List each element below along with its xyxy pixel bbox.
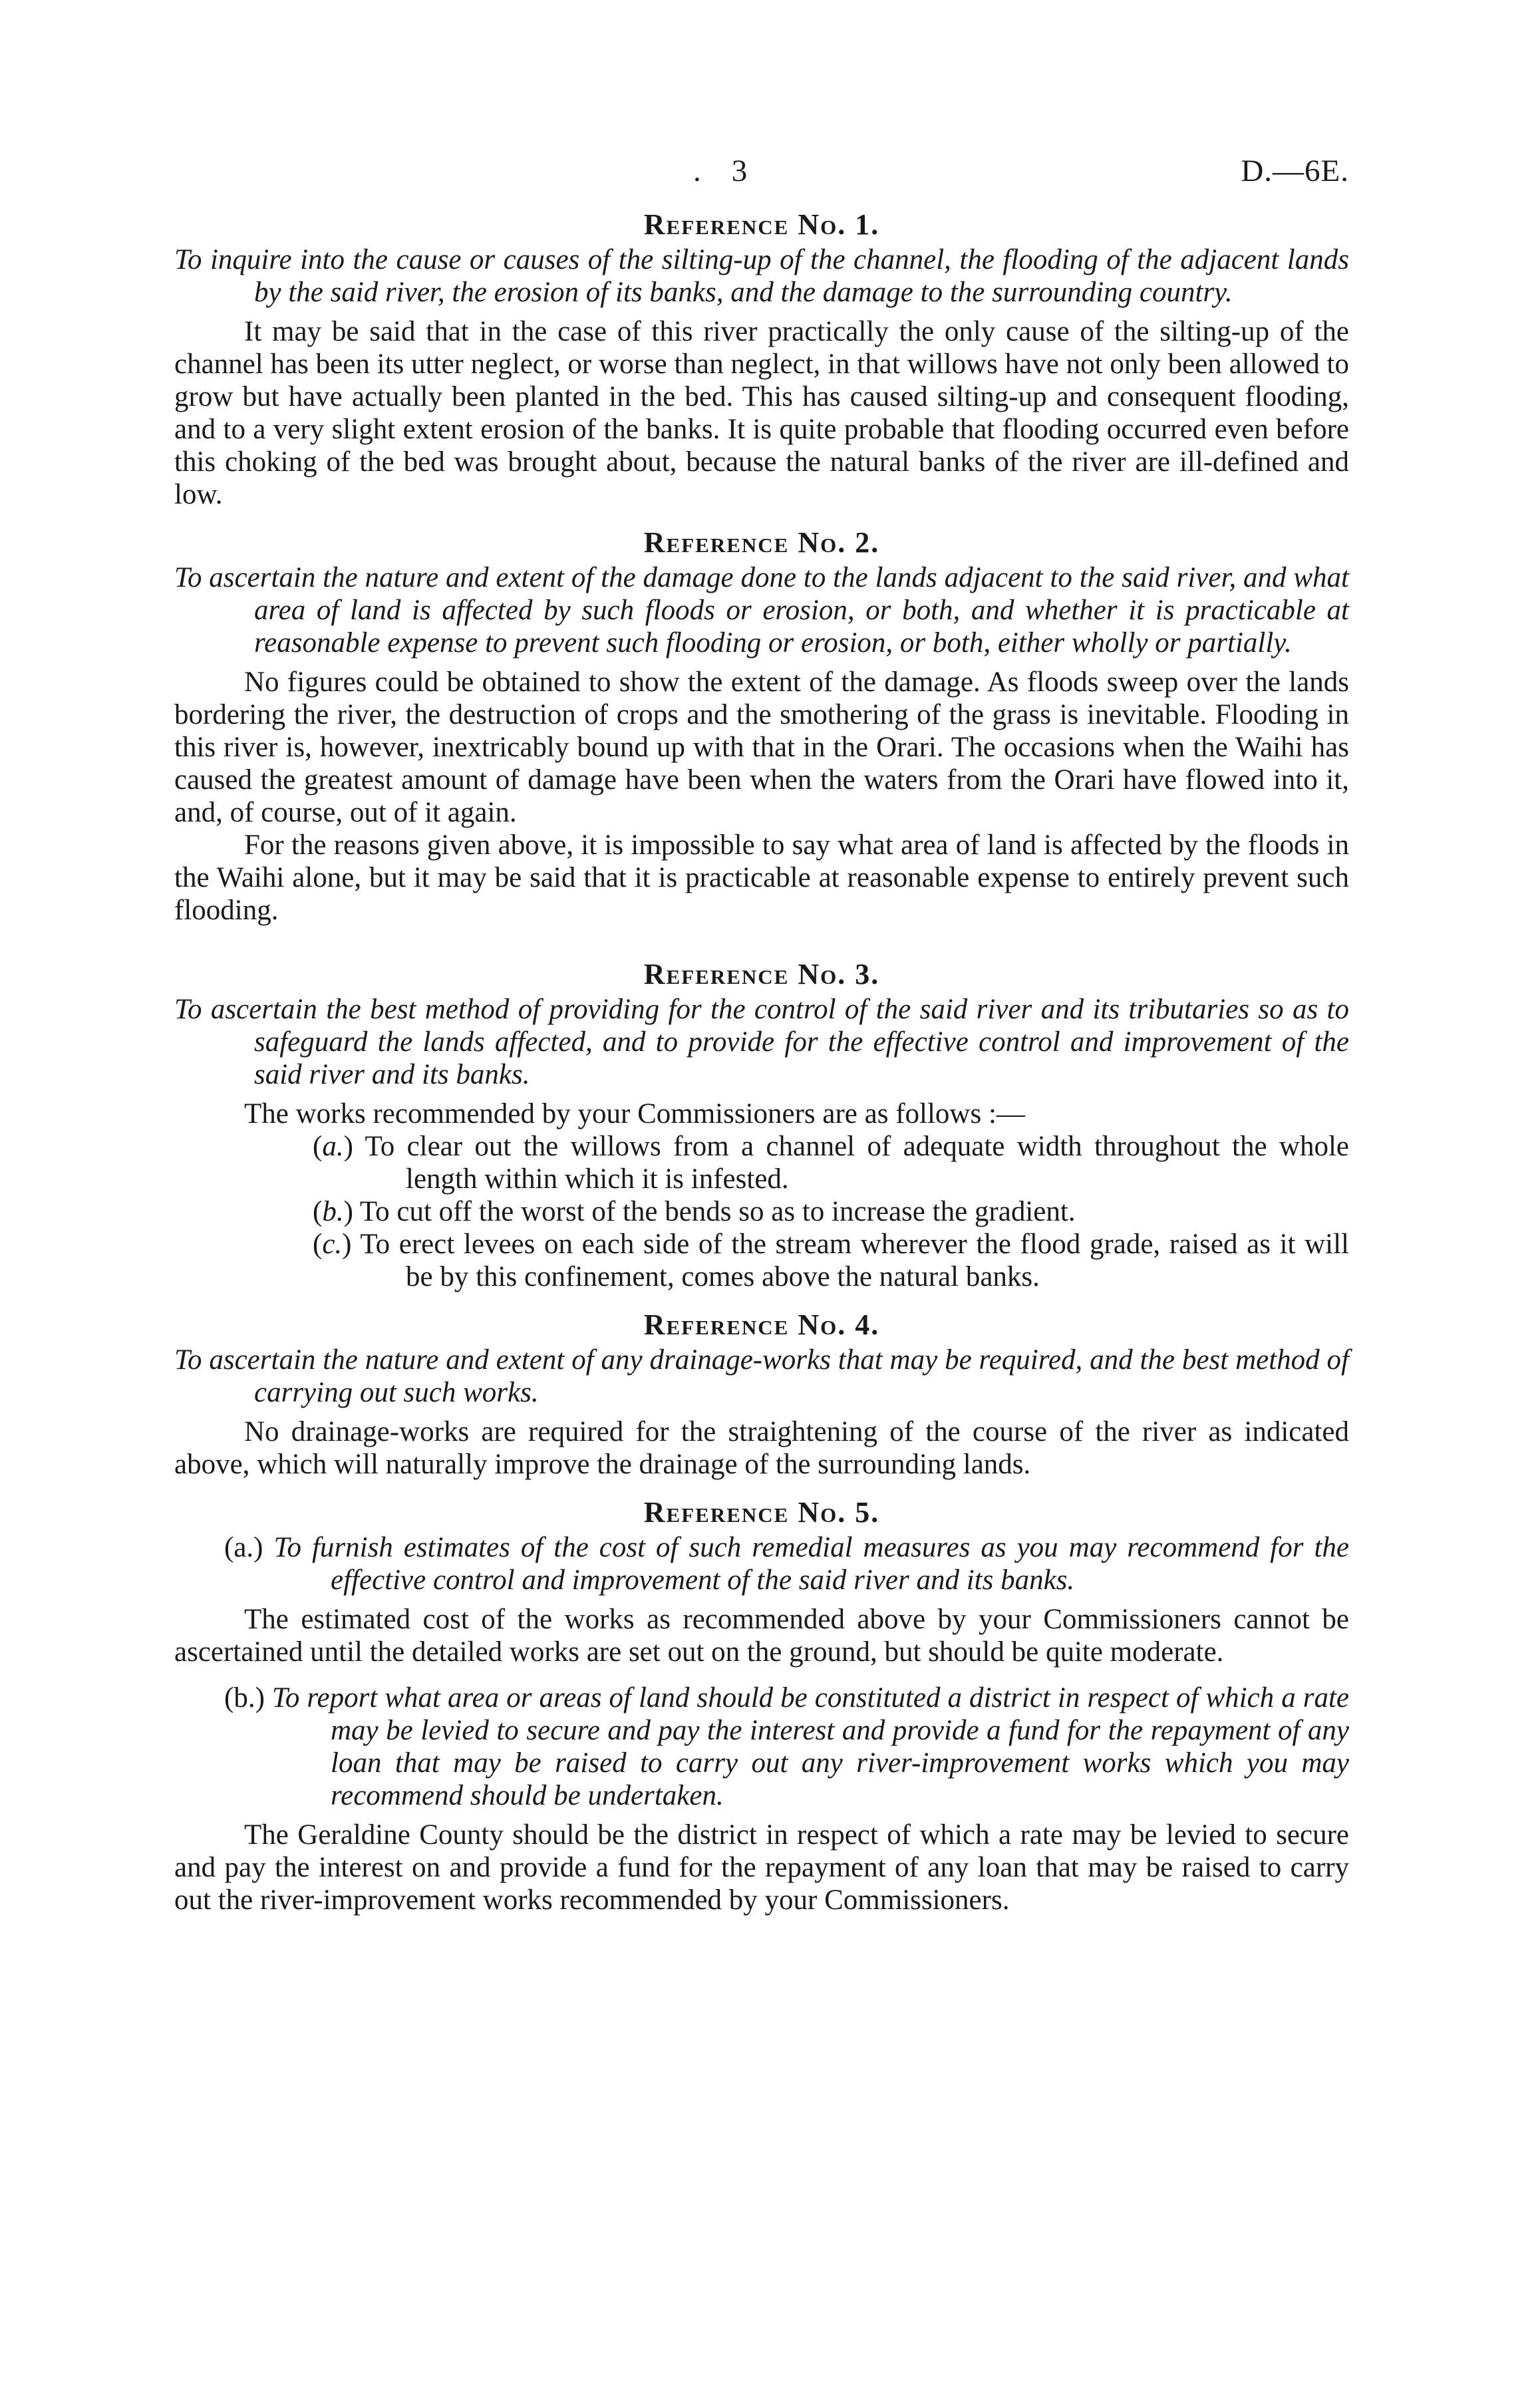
page-header: [174, 153, 1349, 206]
reference-2-paragraph-2: For the reasons given above, it is impossible to say what area of land is affected by the floods in the Waihi alone, but it may be said that it is practicable at reasonable expense to entirely prevent such flooding.: [174, 829, 1349, 926]
reference-5b-terms: (b.) To report what area or areas of land should be constituted a district in respect of which a rate may be levied to secure and pay the interest and provide a fund for the repayment of any loan that may be raised to carry out any river-improvement works which you may recommend should be undertaken.: [224, 1682, 1349, 1811]
reference-3-paragraph: The works recommended by your Commissioners are as follows :—: [244, 1098, 1025, 1129]
reference-1-paragraph: It may be said that in the case of this river practically the only cause of the silting-up of the channel has been its utter neglect, or worse than neglect, in that willows have not only been allowed to grow but have actually been planted in the bed. This has caused silting-up and consequent flooding, and to a very slight extent erosion of the banks. It is quite probable that flooding occurred even before this choking of the bed was brought about, because the natural banks of the river are ill-defined and low.: [174, 316, 1349, 510]
reference-5a-terms: (a.) To furnish estimates of the cost of such remedial measures as you may recommend for the effective control and improvement of the said river and its banks.: [224, 1532, 1349, 1596]
works-item-b: (b.) To cut off the worst of the bends so as to increase the gradient.: [313, 1196, 1076, 1227]
reference-2-terms: To ascertain the nature and extent of the damage done to the lands adjacent to the said river, and what area of land is affected by such floods or erosion, or both, and whether it is practicable at reasonable expense to prevent such flooding or erosion, or both, either wholly or partially.: [174, 562, 1349, 659]
reference-5-heading: Reference No. 5.: [643, 1496, 880, 1529]
reference-1-heading: Reference No. 1.: [643, 208, 880, 241]
page-content: [174, 153, 1349, 1916]
reference-4-heading: Reference No. 4.: [643, 1308, 880, 1341]
reference-4-paragraph: No drainage-works are required for the straightening of the course of the river as indicated above, which will naturally improve the drainage of the surrounding lands.: [174, 1416, 1349, 1480]
reference-5a-paragraph: The estimated cost of the works as recommended above by your Commissioners cannot be ascertained until the detailed works are set out on the ground, but should be quite moderate.: [174, 1604, 1349, 1668]
reference-2-paragraph-1: No figures could be obtained to show the extent of the damage. As floods sweep over the lands bordering the river, the destruction of crops and the smothering of the grass is inevitable. Flooding in this river is, however, inextricably bound up with that in the Orari. The occasions when the Waihi has caused the greatest amount of damage have been when the waters from the Orari have flowed into it, and, of course, out of it again.: [174, 667, 1349, 828]
reference-1-terms: To inquire into the cause or causes of the silting-up of the channel, the flooding of the adjacent lands by the said river, the erosion of its banks, and the damage to the surrounding country.: [174, 244, 1349, 308]
works-item-c: (c.) To erect levees on each side of the stream wherever the flood grade, raised as it will be by this confinement, comes above the natural banks.: [313, 1229, 1350, 1292]
works-item-a: (a.) To clear out the willows from a channel of adequate width throughout the whole length within which it is infested.: [313, 1131, 1349, 1195]
page-number: . 3: [693, 154, 748, 188]
reference-3-heading: Reference No. 3.: [643, 958, 880, 990]
reference-4-terms: To ascertain the nature and extent of any drainage-works that may be required, and the best method of carrying out such works.: [174, 1344, 1349, 1408]
document-code: D.—6E.: [1241, 154, 1349, 188]
reference-5b-paragraph: The Geraldine County should be the district in respect of which a rate may be levied to secure and pay the interest on and provide a fund for the repayment of any loan that may be raised to carry out the river-improvement works recommended by your Commissioners.: [174, 1819, 1349, 1916]
reference-3-terms: To ascertain the best method of providing for the control of the said river and its tributaries so as to safeguard the lands affected, and to provide for the effective control and improvement of the said river and its banks.: [174, 994, 1349, 1090]
reference-2-heading: Reference No. 2.: [643, 526, 880, 559]
